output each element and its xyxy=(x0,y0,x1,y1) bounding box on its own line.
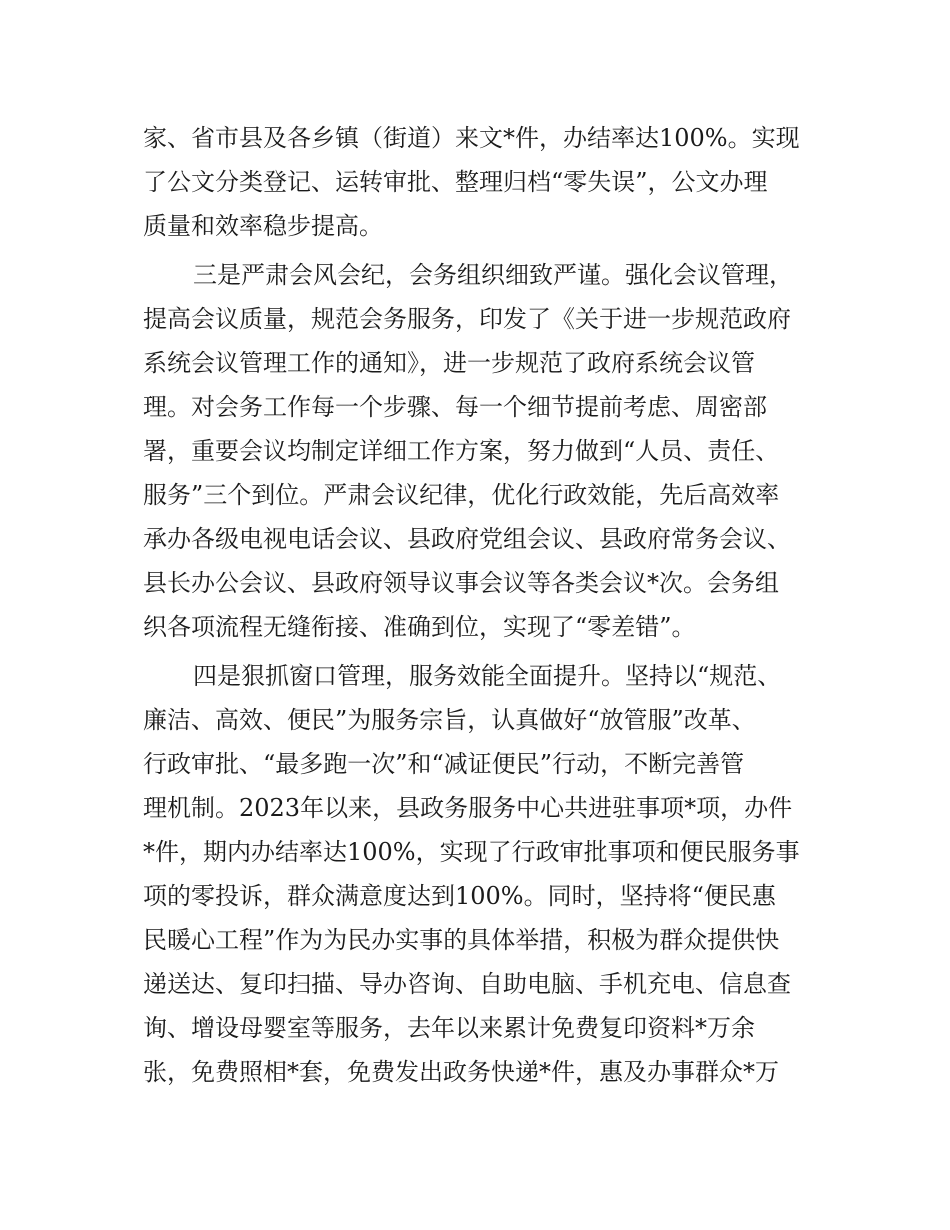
text-line: 承办各级电视电话会议、县政府党组会议、县政府常务会议、 xyxy=(143,525,791,553)
text-line: 质量和效率稳步提高。 xyxy=(143,212,383,240)
text-line: 廉洁、高效、便民”为服务宗旨，认真做好“放管服”改革、 xyxy=(143,706,756,734)
text-line: *件，期内办结率达100%，实现了行政审批事项和便民服务事 xyxy=(143,838,800,866)
text-line: 理机制。2023年以来，县政务服务中心共进驻事项*项，办件 xyxy=(143,794,793,822)
text-line: 织各项流程无缝衔接、准确到位，实现了“零差错”。 xyxy=(143,613,696,641)
text-line: 民暖心工程”作为为民办实事的具体举措，积极为群众提供快 xyxy=(143,926,780,954)
text-line: 张，免费照相*套，免费发出政务快递*件，惠及办事群众*万 xyxy=(143,1058,779,1086)
text-line: 服务”三个到位。严肃会议纪律，优化行政效能，先后高效率 xyxy=(143,481,780,509)
text-line: 递送达、复印扫描、导办咨询、自助电脑、手机充电、信息查 xyxy=(143,970,791,998)
text-line: 署，重要会议均制定详细工作方案，努力做到“人员、责任、 xyxy=(143,437,780,465)
text-line: 家、省市县及各乡镇（街道）来文*件，办结率达100%。实现 xyxy=(143,124,800,152)
text-line: 系统会议管理工作的通知》，进一步规范了政府系统会议管 xyxy=(143,349,755,377)
text-line: 询、增设母婴室等服务，去年以来累计免费复印资料*万余 xyxy=(143,1014,755,1042)
text-line: 理。对会务工作每一个步骤、每一个细节提前考虑、周密部 xyxy=(143,393,767,421)
text-line: 行政审批、“最多跑一次”和“减证便民”行动，不断完善管 xyxy=(143,750,745,778)
text-line: 四是狠抓窗口管理，服务效能全面提升。坚持以“规范、 xyxy=(193,662,782,690)
text-line: 了公文分类登记、运转审批、整理归档“零失误”，公文办理 xyxy=(143,168,768,196)
text-line: 项的零投诉，群众满意度达到100%。同时，坚持将“便民惠 xyxy=(143,882,776,910)
text-line: 县长办公会议、县政府领导议事会议等各类会议*次。会务组 xyxy=(143,569,779,597)
text-line: 三是严肃会风会纪，会务组织细致严谨。强化会议管理， xyxy=(193,261,793,289)
text-line: 提高会议质量，规范会务服务，印发了《关于进一步规范政府 xyxy=(143,305,791,333)
